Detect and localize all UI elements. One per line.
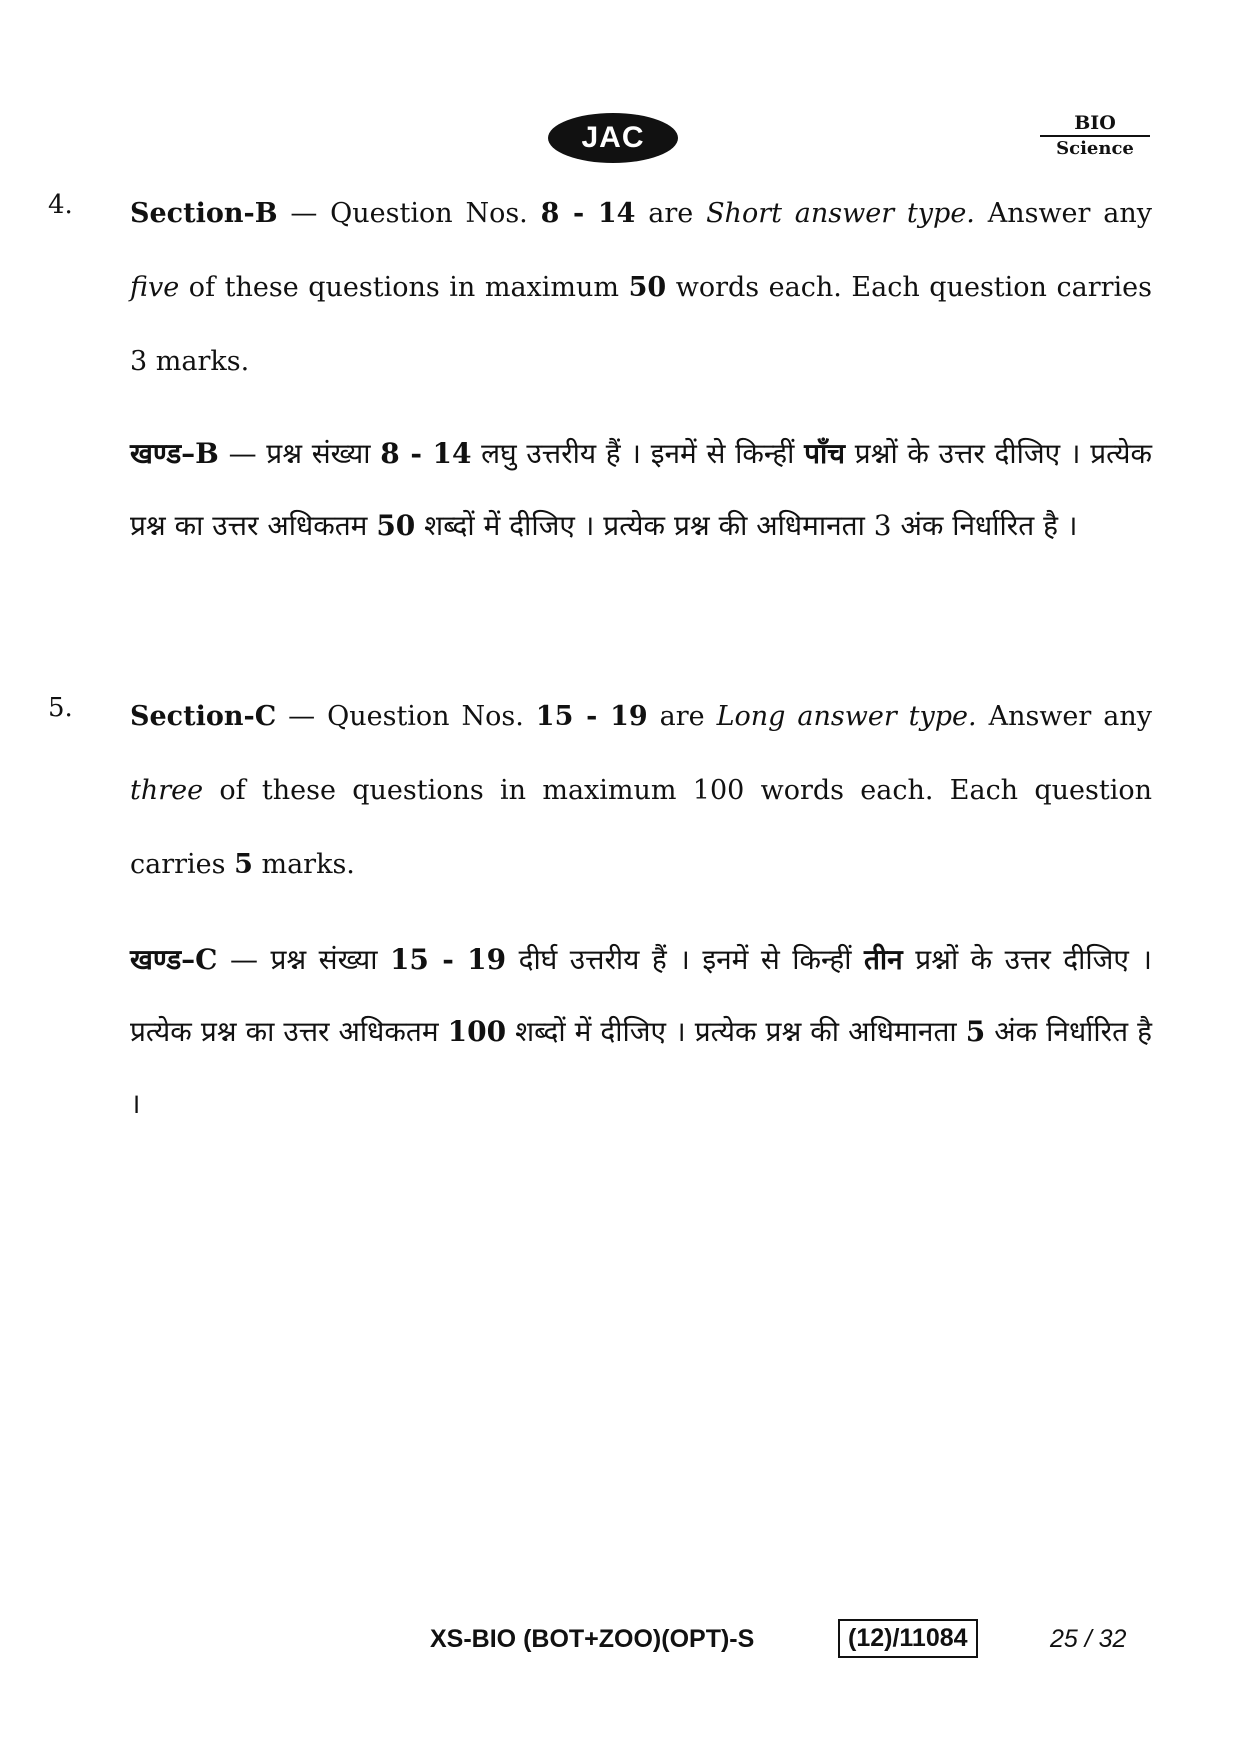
- page-number: 25 / 32: [1050, 1625, 1127, 1653]
- subject-bottom: Science: [1056, 138, 1134, 159]
- page-footer: [0, 1617, 1241, 1661]
- item-number: 4.: [48, 190, 73, 220]
- instruction-hindi-section-b: खण्ड–B — प्रश्न संख्या 8 - 14 लघु उत्तरीय हैं । इनमें से किन्हीं पाँच प्रश्नों के उत्तर दीजिए । प्रत्येक प्रश्न का उत्तर अधिकतम 50 शब्दों में दीजिए । प्रत्येक प्रश्न की अधिमानता 3 अंक निर्धारित है ।: [130, 437, 1152, 542]
- section-title-hindi: खण्ड–C: [130, 943, 218, 976]
- subject-label: [1040, 112, 1150, 159]
- section-title: Section-B: [130, 198, 278, 229]
- subject-top: BIO: [1040, 112, 1150, 137]
- instruction-english-section-c: Section-C — Question Nos. 15 - 19 are Long answer type. Answer any three of these questions in maximum 100 words each. Each question carries 5 marks.: [130, 701, 1153, 880]
- item-number: 5.: [48, 693, 73, 723]
- instruction-english-section-b: Section-B — Question Nos. 8 - 14 are Short answer type. Answer any five of these questions in maximum 50 words each. Each question carries 3 marks.: [130, 198, 1153, 377]
- section-title-hindi: खण्ड–B: [130, 437, 219, 470]
- paper-code: XS-BIO (BOT+ZOO)(OPT)-S: [430, 1625, 755, 1653]
- section-title: Section-C: [130, 701, 277, 732]
- jac-logo: JAC: [548, 113, 678, 163]
- instruction-hindi-section-c: खण्ड–C — प्रश्न संख्या 15 - 19 दीर्घ उत्तरीय हैं । इनमें से किन्हीं तीन प्रश्नों के उत्तर दीजिए । प्रत्येक प्रश्न का उत्तर अधिकतम 100 शब्दों में दीजिए । प्रत्येक प्रश्न की अधिमानता 5 अंक निर्धारित है ।: [130, 943, 1152, 1120]
- paper-serial-box: (12)/11084: [838, 1619, 978, 1658]
